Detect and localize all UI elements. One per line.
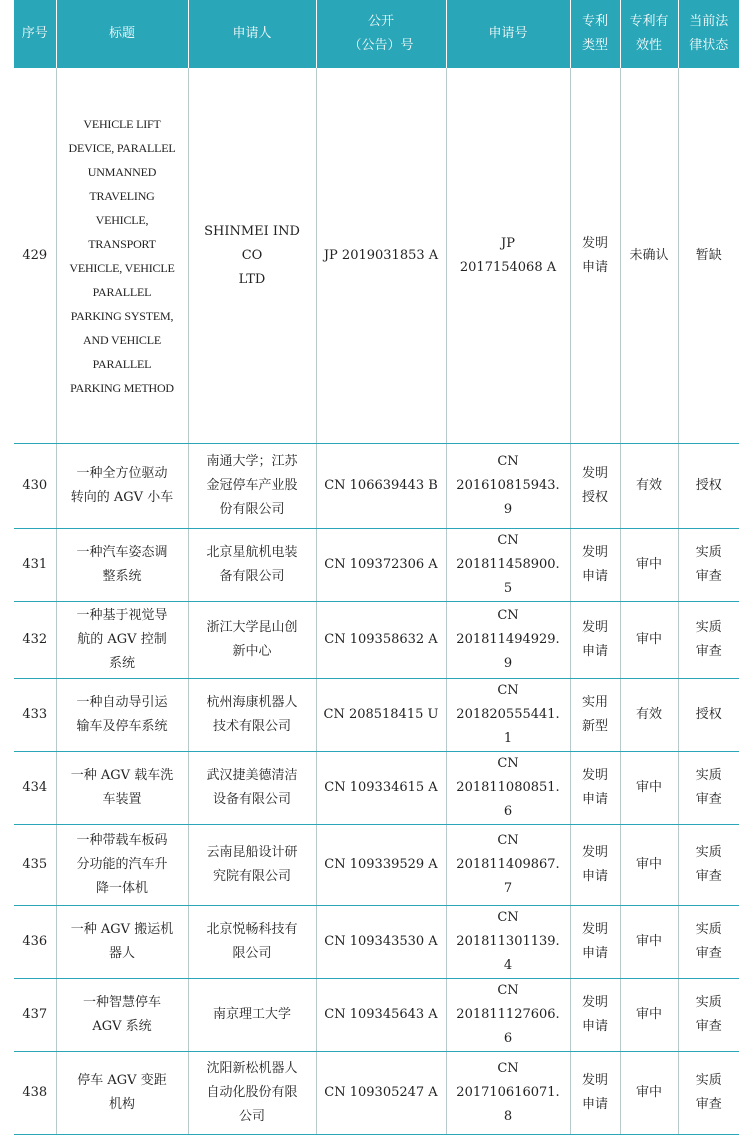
cell-seq-text: 429 — [22, 247, 48, 263]
cell-title — [56, 825, 188, 906]
cell-title-line: 一种自动导引运 — [76, 695, 168, 710]
header-title — [56, 0, 188, 68]
table-row — [14, 679, 739, 752]
cell-seq — [14, 679, 56, 752]
cell-type — [570, 825, 620, 906]
cell-app-no-line: 201811080851.6 — [456, 780, 560, 819]
table-row — [14, 444, 739, 529]
header-validity — [620, 0, 678, 68]
cell-type-line: 新型 — [581, 719, 608, 734]
cell-legal-status-line: 审查 — [695, 869, 722, 884]
cell-pub-no — [316, 68, 446, 444]
header-row — [14, 0, 739, 68]
cell-applicant-line: 究院有限公司 — [212, 869, 291, 884]
cell-applicant — [188, 444, 316, 529]
cell-type-line: 发明 — [581, 768, 608, 783]
cell-title-line: 一种基于视觉导 — [76, 608, 168, 623]
cell-applicant-line: 设备有限公司 — [212, 792, 291, 807]
cell-app-no-line: 2017154068 A — [459, 259, 557, 275]
cell-applicant — [188, 679, 316, 752]
table-row — [14, 529, 739, 602]
cell-title-line: AND VEHICLE — [83, 332, 161, 347]
cell-title-line: 输车及停车系统 — [76, 719, 168, 734]
cell-app-no-line: CN — [497, 983, 519, 998]
cell-title-line: 一种带载车板码 — [76, 833, 168, 848]
cell-pub-no — [316, 906, 446, 979]
cell-legal-status-line: 实质 — [695, 1073, 722, 1088]
cell-title-line: 系统 — [108, 656, 135, 671]
cell-legal-status-line: 审查 — [695, 569, 722, 584]
header-pub-line1: 公开 — [367, 14, 394, 29]
cell-type-line: 发明 — [581, 620, 608, 635]
cell-type — [570, 679, 620, 752]
cell-validity-text: 有效 — [635, 707, 662, 722]
cell-title-line: 一种汽车姿态调 — [76, 545, 168, 560]
cell-legal-status-line: 授权 — [695, 707, 722, 722]
cell-legal-status-line: 实质 — [695, 922, 722, 937]
cell-validity-text: 审中 — [635, 632, 662, 647]
cell-validity — [620, 529, 678, 602]
header-seq-label: 序号 — [21, 26, 48, 41]
header-applicant-label: 申请人 — [232, 26, 272, 41]
cell-legal-status — [678, 906, 739, 979]
cell-title-line: PARKING METHOD — [70, 380, 174, 395]
cell-pub-no-text: CN 109358632 A — [324, 632, 438, 647]
cell-legal-status-line: 审查 — [695, 1019, 722, 1034]
cell-title — [56, 1052, 188, 1135]
cell-type-line: 实用 — [581, 695, 608, 710]
cell-title — [56, 529, 188, 602]
cell-type-line: 申请 — [581, 1019, 608, 1034]
cell-title-line: 一种智慧停车 — [82, 995, 161, 1010]
cell-pub-no — [316, 752, 446, 825]
cell-legal-status — [678, 602, 739, 679]
cell-applicant-line: LTD — [238, 271, 266, 287]
cell-validity-text: 有效 — [635, 478, 662, 493]
cell-app-no-line: 201610815943.9 — [456, 478, 560, 517]
cell-validity-text: 审中 — [635, 780, 662, 795]
cell-validity — [620, 979, 678, 1052]
cell-applicant — [188, 979, 316, 1052]
cell-title — [56, 68, 188, 444]
cell-validity-text: 审中 — [635, 1007, 662, 1022]
cell-applicant-line: 云南昆船设计研 — [206, 845, 298, 860]
cell-pub-no-text: CN 106639443 B — [324, 478, 438, 493]
cell-pub-no-text: CN 109343530 A — [324, 934, 438, 949]
cell-legal-status-line: 审查 — [695, 792, 722, 807]
cell-seq-text: 438 — [22, 1085, 48, 1100]
table-row — [14, 752, 739, 825]
cell-pub-no-text: CN 109339529 A — [324, 857, 438, 872]
cell-pub-no — [316, 444, 446, 529]
cell-type-line: 申请 — [581, 1097, 608, 1112]
cell-title-line: PARALLEL — [92, 356, 152, 371]
patent-table — [14, 0, 739, 1135]
cell-type-line: 发明 — [581, 1073, 608, 1088]
cell-type — [570, 979, 620, 1052]
cell-app-no-line: 201811458900.5 — [456, 557, 560, 596]
cell-type-line: 发明 — [581, 545, 608, 560]
cell-pub-no-text: JP 2019031853 A — [323, 247, 439, 263]
cell-app-no — [446, 679, 570, 752]
cell-title-line: 转向的 AGV 小车 — [70, 490, 174, 505]
cell-app-no-line: 201811301139.4 — [456, 934, 560, 973]
cell-app-no-line: 201811409867.7 — [456, 857, 560, 896]
cell-validity — [620, 906, 678, 979]
cell-legal-status-line: 实质 — [695, 620, 722, 635]
cell-type-line: 发明 — [581, 466, 608, 481]
cell-app-no — [446, 1052, 570, 1135]
header-type-line1: 专利 — [581, 14, 608, 29]
cell-app-no-line: CN — [497, 756, 519, 771]
cell-applicant-line: 金冠停车产业股 — [206, 478, 298, 493]
cell-type-line: 申请 — [581, 946, 608, 961]
table-row — [14, 906, 739, 979]
cell-seq — [14, 444, 56, 529]
cell-applicant-line: 浙江大学昆山创 — [206, 620, 298, 635]
cell-app-no — [446, 529, 570, 602]
header-legal-line2: 律状态 — [689, 38, 729, 53]
cell-type — [570, 602, 620, 679]
cell-legal-status — [678, 1052, 739, 1135]
cell-app-no-line: CN — [497, 608, 519, 623]
cell-title — [56, 444, 188, 529]
cell-seq-text: 432 — [22, 632, 48, 647]
cell-seq-text: 430 — [22, 478, 48, 493]
cell-app-no-line: 201811127606.6 — [456, 1007, 560, 1046]
cell-applicant-line: 新中心 — [232, 644, 272, 659]
cell-applicant-line: 北京星航机电装 — [206, 545, 298, 560]
cell-seq-text: 434 — [22, 780, 48, 795]
header-type-line2: 类型 — [581, 38, 608, 53]
cell-title-line: 一种全方位驱动 — [76, 466, 168, 481]
cell-title-line: 一种 AGV 载车洗 — [70, 768, 174, 783]
cell-legal-status-line: 审查 — [695, 1097, 722, 1112]
cell-title-line: 航的 AGV 控制 — [77, 632, 167, 647]
cell-applicant-line: 南通大学；江苏 — [206, 454, 298, 469]
cell-seq-text: 431 — [22, 557, 48, 572]
header-legal-line1: 当前法 — [689, 14, 729, 29]
cell-applicant — [188, 825, 316, 906]
cell-title — [56, 679, 188, 752]
cell-app-no — [446, 752, 570, 825]
cell-app-no-line: 201710616071.8 — [456, 1085, 560, 1124]
cell-title-line: 分功能的汽车升 — [76, 857, 168, 872]
cell-validity — [620, 752, 678, 825]
cell-applicant — [188, 68, 316, 444]
header-pub-line2: （公告）号 — [348, 38, 414, 53]
cell-legal-status — [678, 444, 739, 529]
header-seq — [14, 0, 56, 68]
cell-type-line: 发明 — [581, 922, 608, 937]
table-row — [14, 602, 739, 679]
cell-applicant-line: 备有限公司 — [219, 569, 285, 584]
cell-type — [570, 529, 620, 602]
cell-legal-status-line: 实质 — [695, 995, 722, 1010]
cell-legal-status-line: 审查 — [695, 946, 722, 961]
cell-seq-text: 437 — [22, 1007, 48, 1022]
header-validity-line2: 效性 — [635, 38, 662, 53]
cell-type — [570, 906, 620, 979]
cell-pub-no — [316, 825, 446, 906]
cell-seq — [14, 825, 56, 906]
cell-legal-status-line: 授权 — [695, 478, 722, 493]
table-row — [14, 979, 739, 1052]
header-pub-no — [316, 0, 446, 68]
header-applicant — [188, 0, 316, 68]
cell-validity — [620, 1052, 678, 1135]
cell-legal-status — [678, 529, 739, 602]
cell-type-line: 申请 — [581, 792, 608, 807]
cell-type-line: 发明 — [581, 995, 608, 1010]
cell-app-no-line: 201811494929.9 — [456, 632, 560, 671]
cell-type-line: 申请 — [581, 569, 608, 584]
cell-validity — [620, 679, 678, 752]
cell-seq — [14, 602, 56, 679]
cell-app-no — [446, 906, 570, 979]
cell-validity — [620, 68, 678, 444]
cell-seq — [14, 906, 56, 979]
cell-title-line: 机构 — [108, 1097, 135, 1112]
cell-pub-no-text: CN 109334615 A — [324, 780, 438, 795]
cell-title — [56, 906, 188, 979]
cell-title-line: VEHICLE, — [95, 212, 149, 227]
cell-title-line: TRANSPORT — [88, 236, 156, 251]
cell-title-line: 整系统 — [102, 569, 142, 584]
cell-legal-status-line: 实质 — [695, 845, 722, 860]
cell-type-line: 授权 — [581, 490, 608, 505]
cell-seq-text: 433 — [22, 707, 48, 722]
header-app-no — [446, 0, 570, 68]
cell-type-line: 发明 — [581, 845, 608, 860]
cell-title-line: PARKING SYSTEM, — [70, 308, 174, 323]
cell-validity — [620, 602, 678, 679]
cell-legal-status — [678, 68, 739, 444]
cell-type-line: 申请 — [581, 644, 608, 659]
cell-applicant-line: 北京悦畅科技有 — [206, 922, 298, 937]
cell-app-no-line: JP — [501, 235, 515, 251]
cell-title-line: VEHICLE LIFT — [83, 116, 161, 131]
cell-type-line: 申请 — [581, 869, 608, 884]
cell-type — [570, 1052, 620, 1135]
cell-type — [570, 444, 620, 529]
cell-applicant-line: 南京理工大学 — [212, 1007, 291, 1022]
cell-app-no-line: CN — [497, 1061, 519, 1076]
cell-pub-no-text: CN 109372306 A — [324, 557, 438, 572]
cell-app-no — [446, 68, 570, 444]
cell-applicant-line: SHINMEI IND CO — [204, 223, 300, 263]
cell-applicant-line: 公司 — [238, 1109, 265, 1124]
header-validity-line1: 专利有 — [629, 14, 669, 29]
header-legal-status — [678, 0, 739, 68]
cell-validity-text: 审中 — [635, 557, 662, 572]
cell-pub-no — [316, 1052, 446, 1135]
cell-applicant-line: 武汉捷美德清洁 — [206, 768, 298, 783]
cell-applicant-line: 技术有限公司 — [212, 719, 291, 734]
cell-app-no-line: CN — [497, 683, 519, 698]
cell-pub-no — [316, 979, 446, 1052]
cell-title — [56, 602, 188, 679]
cell-legal-status-line: 实质 — [695, 545, 722, 560]
cell-applicant — [188, 529, 316, 602]
cell-legal-status-line: 暂缺 — [695, 247, 722, 263]
cell-type-line: 申请 — [581, 259, 608, 275]
table-body — [14, 68, 739, 1135]
cell-title — [56, 752, 188, 825]
cell-applicant-line: 杭州海康机器人 — [206, 695, 298, 710]
cell-app-no — [446, 979, 570, 1052]
cell-validity-text: 审中 — [635, 857, 662, 872]
cell-applicant-line: 沈阳新松机器人 — [206, 1061, 298, 1076]
cell-legal-status — [678, 979, 739, 1052]
cell-pub-no — [316, 602, 446, 679]
cell-seq-text: 435 — [22, 857, 48, 872]
cell-applicant-line: 份有限公司 — [219, 502, 285, 517]
cell-legal-status-line: 实质 — [695, 768, 722, 783]
cell-app-no — [446, 825, 570, 906]
cell-legal-status — [678, 679, 739, 752]
cell-pub-no-text: CN 109305247 A — [324, 1085, 438, 1100]
header-app-no-label: 申请号 — [488, 26, 528, 41]
cell-pub-no-text: CN 109345643 A — [324, 1007, 438, 1022]
cell-seq — [14, 979, 56, 1052]
cell-title-line: 降一体机 — [95, 881, 148, 896]
cell-title-line: DEVICE, PARALLEL — [68, 140, 176, 155]
cell-title-line: AGV 系统 — [92, 1019, 152, 1034]
cell-applicant — [188, 602, 316, 679]
cell-app-no-line: CN — [497, 454, 519, 469]
cell-seq-text: 436 — [22, 934, 48, 949]
cell-validity-text: 审中 — [635, 934, 662, 949]
cell-app-no — [446, 444, 570, 529]
cell-app-no-line: 201820555441.1 — [456, 707, 560, 746]
cell-app-no — [446, 602, 570, 679]
table-row — [14, 825, 739, 906]
cell-pub-no-text: CN 208518415 U — [323, 707, 439, 722]
cell-applicant — [188, 1052, 316, 1135]
cell-seq — [14, 1052, 56, 1135]
cell-applicant-line: 限公司 — [232, 946, 272, 961]
cell-legal-status — [678, 752, 739, 825]
cell-title-line: VEHICLE, VEHICLE — [69, 260, 175, 275]
cell-title-line: 一种 AGV 搬运机 — [70, 922, 174, 937]
cell-title-line: UNMANNED — [87, 164, 157, 179]
cell-type — [570, 68, 620, 444]
cell-title-line: 器人 — [108, 946, 135, 961]
cell-applicant — [188, 906, 316, 979]
cell-title-line: PARALLEL — [92, 284, 152, 299]
cell-validity-text: 未确认 — [629, 247, 669, 263]
cell-title — [56, 979, 188, 1052]
cell-app-no-line: CN — [497, 833, 519, 848]
cell-seq — [14, 68, 56, 444]
cell-type-line: 发明 — [581, 235, 608, 251]
header-title-label: 标题 — [108, 26, 135, 41]
cell-seq — [14, 529, 56, 602]
cell-seq — [14, 752, 56, 825]
cell-validity-text: 审中 — [635, 1085, 662, 1100]
cell-legal-status — [678, 825, 739, 906]
cell-legal-status-line: 审查 — [695, 644, 722, 659]
cell-title-line: 车装置 — [102, 792, 142, 807]
cell-app-no-line: CN — [497, 533, 519, 548]
cell-type — [570, 752, 620, 825]
cell-validity — [620, 444, 678, 529]
table-row — [14, 68, 739, 444]
cell-title-line: 停车 AGV 变距 — [77, 1073, 167, 1088]
cell-pub-no — [316, 529, 446, 602]
header-type — [570, 0, 620, 68]
cell-title-line: TRAVELING — [89, 188, 155, 203]
cell-applicant-line: 自动化股份有限 — [206, 1085, 298, 1100]
cell-app-no-line: CN — [497, 910, 519, 925]
cell-validity — [620, 825, 678, 906]
table-row — [14, 1052, 739, 1135]
cell-applicant — [188, 752, 316, 825]
cell-pub-no — [316, 679, 446, 752]
